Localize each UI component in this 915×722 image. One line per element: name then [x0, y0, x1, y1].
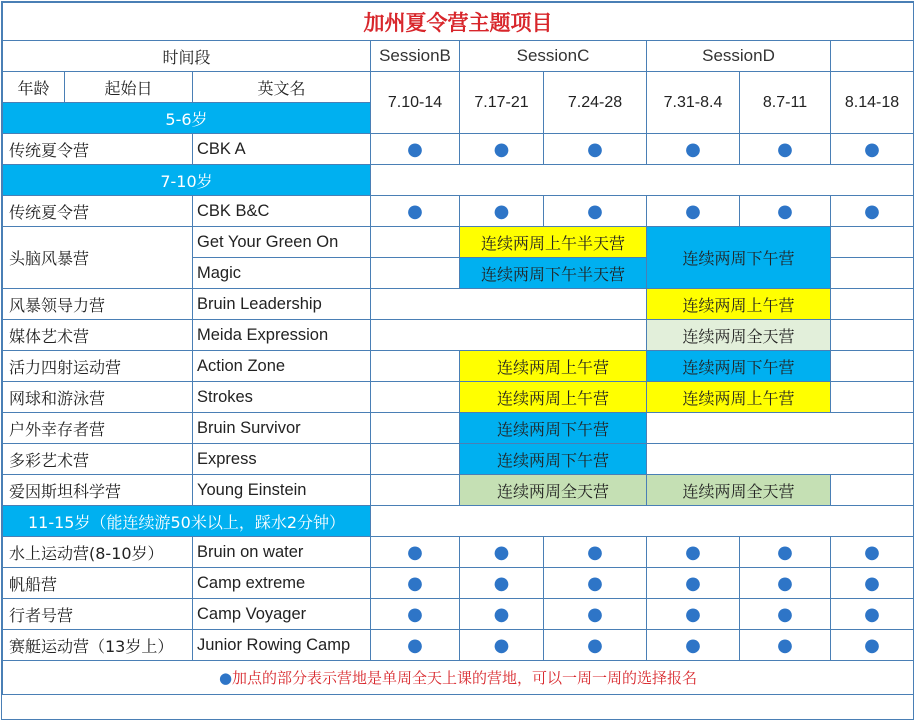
session-dot: ● — [544, 630, 647, 661]
schedule-block: 连续两周上午营 — [460, 382, 647, 413]
empty-cell — [831, 289, 914, 320]
session-dot: ● — [544, 599, 647, 630]
camp-cn-name: 水上运动营(8-10岁） — [3, 537, 193, 568]
camp-en-name: Express — [193, 444, 371, 475]
session-dot: ● — [460, 196, 544, 227]
camp-cn-name: 媒体艺术营 — [3, 320, 193, 351]
date-header: 7.17-21 — [460, 72, 544, 134]
camp-cn-name: 传统夏令营 — [3, 134, 193, 165]
date-header: 7.31-8.4 — [647, 72, 740, 134]
session-dot: ● — [460, 568, 544, 599]
footer-note-text: 加点的部分表示营地是单周全天上课的营地，可以一周一周的选择报名 — [232, 669, 698, 687]
camp-cn-name: 风暴领导力营 — [3, 289, 193, 320]
session-dot: ● — [740, 599, 831, 630]
age-group-band: 5-6岁 — [3, 103, 371, 134]
empty-cell — [371, 320, 647, 351]
session-dot: ● — [647, 196, 740, 227]
schedule-block: 连续两周上午营 — [647, 289, 831, 320]
session-dot: ● — [740, 568, 831, 599]
session-dot: ● — [740, 196, 831, 227]
camp-en-name: Camp Voyager — [193, 599, 371, 630]
session-dot: ● — [371, 537, 460, 568]
session-b-header: SessionB — [371, 41, 460, 72]
date-header: 7.24-28 — [544, 72, 647, 134]
session-dot: ● — [831, 537, 914, 568]
session-dot: ● — [371, 134, 460, 165]
table-row — [3, 475, 914, 506]
table-row — [3, 599, 914, 630]
age-group-band: 11-15岁（能连续游50米以上，踩水2分钟） — [3, 506, 371, 537]
camp-en-name: Meida Expression — [193, 320, 371, 351]
camp-en-name: Bruin Survivor — [193, 413, 371, 444]
session-dot: ● — [647, 537, 740, 568]
table-row — [3, 134, 914, 165]
schedule-block: 连续两周下午营 — [460, 413, 647, 444]
camp-cn-name: 帆船营 — [3, 568, 193, 599]
session-dot: ● — [371, 196, 460, 227]
table-row — [3, 630, 914, 661]
camp-cn-name: 活力四射运动营 — [3, 351, 193, 382]
camp-en-name: Camp extreme — [193, 568, 371, 599]
camp-schedule-sheet — [1, 1, 914, 720]
session-dot: ● — [831, 134, 914, 165]
empty-cell — [371, 444, 460, 475]
camp-cn-name: 头脑风暴营 — [3, 227, 193, 289]
start-day-header: 起始日 — [65, 72, 193, 103]
session-dot: ● — [371, 568, 460, 599]
empty-cell — [371, 289, 647, 320]
session-dot: ● — [740, 630, 831, 661]
session-dot: ● — [544, 537, 647, 568]
camp-en-name: Strokes — [193, 382, 371, 413]
table-row — [3, 382, 914, 413]
session-dot: ● — [647, 630, 740, 661]
empty-cell — [831, 351, 914, 382]
age-group-band: 7-10岁 — [3, 165, 371, 196]
session-dot: ● — [460, 537, 544, 568]
empty-band-cell — [371, 165, 914, 196]
camp-cn-name: 传统夏令营 — [3, 196, 193, 227]
session-dot: ● — [740, 537, 831, 568]
session-dot: ● — [831, 599, 914, 630]
date-header: 8.14-18 — [831, 72, 914, 134]
session-dot: ● — [460, 599, 544, 630]
empty-cell — [371, 227, 460, 258]
table-row — [3, 320, 914, 351]
empty-cell — [831, 258, 914, 289]
schedule-table — [2, 2, 914, 695]
schedule-block: 连续两周上午半天营 — [460, 227, 647, 258]
camp-en-name: Magic — [193, 258, 371, 289]
session-dot: ● — [831, 568, 914, 599]
camp-cn-name: 户外幸存者营 — [3, 413, 193, 444]
empty-cell — [647, 413, 914, 444]
table-row — [3, 289, 914, 320]
camp-cn-name: 行者号营 — [3, 599, 193, 630]
schedule-block: 连续两周上午营 — [647, 382, 831, 413]
empty-cell — [371, 258, 460, 289]
camp-en-name: Bruin Leadership — [193, 289, 371, 320]
schedule-block: 连续两周下午营 — [460, 444, 647, 475]
schedule-block: 连续两周上午营 — [460, 351, 647, 382]
schedule-block: 连续两周全天营 — [647, 320, 831, 351]
legend-dot-icon: ● — [218, 669, 233, 687]
empty-cell — [647, 444, 914, 475]
date-header: 7.10-14 — [371, 72, 460, 134]
camp-en-name: CBK A — [193, 134, 371, 165]
age-header: 年龄 — [3, 72, 65, 103]
schedule-block: 连续两周下午半天营 — [460, 258, 647, 289]
table-row — [3, 537, 914, 568]
session-dot: ● — [831, 630, 914, 661]
table-row — [3, 227, 914, 258]
session-dot: ● — [647, 134, 740, 165]
empty-cell — [371, 413, 460, 444]
camp-cn-name: 赛艇运动营（13岁上） — [3, 630, 193, 661]
session-dot: ● — [371, 599, 460, 630]
table-row — [3, 196, 914, 227]
session-dot: ● — [460, 134, 544, 165]
page-title: 加州夏令营主题项目 — [3, 3, 914, 41]
schedule-block: 连续两周全天营 — [647, 475, 831, 506]
session-c-header: SessionC — [460, 41, 647, 72]
camp-cn-name: 爱因斯坦科学营 — [3, 475, 193, 506]
empty-cell — [831, 320, 914, 351]
english-name-header: 英文名 — [193, 72, 371, 103]
session-dot: ● — [371, 630, 460, 661]
empty-cell — [831, 475, 914, 506]
schedule-block: 连续两周全天营 — [460, 475, 647, 506]
empty-cell — [831, 227, 914, 258]
session-dot: ● — [460, 630, 544, 661]
session-dot: ● — [647, 568, 740, 599]
empty-cell — [371, 382, 460, 413]
table-row — [3, 413, 914, 444]
session-d-header: SessionD — [647, 41, 831, 72]
session-dot: ● — [740, 134, 831, 165]
empty-cell — [831, 382, 914, 413]
session-dot: ● — [647, 599, 740, 630]
camp-en-name: Bruin on water — [193, 537, 371, 568]
table-row — [3, 351, 914, 382]
empty-cell — [371, 475, 460, 506]
empty-band-cell — [371, 506, 914, 537]
camp-en-name: Action Zone — [193, 351, 371, 382]
empty-cell — [371, 351, 460, 382]
camp-en-name: Young Einstein — [193, 475, 371, 506]
empty-session-header — [831, 41, 914, 72]
schedule-block: 连续两周下午营 — [647, 351, 831, 382]
camp-cn-name: 多彩艺术营 — [3, 444, 193, 475]
session-dot: ● — [831, 196, 914, 227]
date-header: 8.7-11 — [740, 72, 831, 134]
camp-en-name: Junior Rowing Camp — [193, 630, 371, 661]
camp-en-name: CBK B&C — [193, 196, 371, 227]
footer-note — [3, 661, 914, 695]
session-dot: ● — [544, 568, 647, 599]
camp-en-name: Get Your Green On — [193, 227, 371, 258]
time-period-header: 时间段 — [3, 41, 371, 72]
table-row — [3, 568, 914, 599]
session-dot: ● — [544, 134, 647, 165]
session-dot: ● — [544, 196, 647, 227]
table-row — [3, 444, 914, 475]
camp-cn-name: 网球和游泳营 — [3, 382, 193, 413]
schedule-block: 连续两周下午营 — [647, 227, 831, 289]
